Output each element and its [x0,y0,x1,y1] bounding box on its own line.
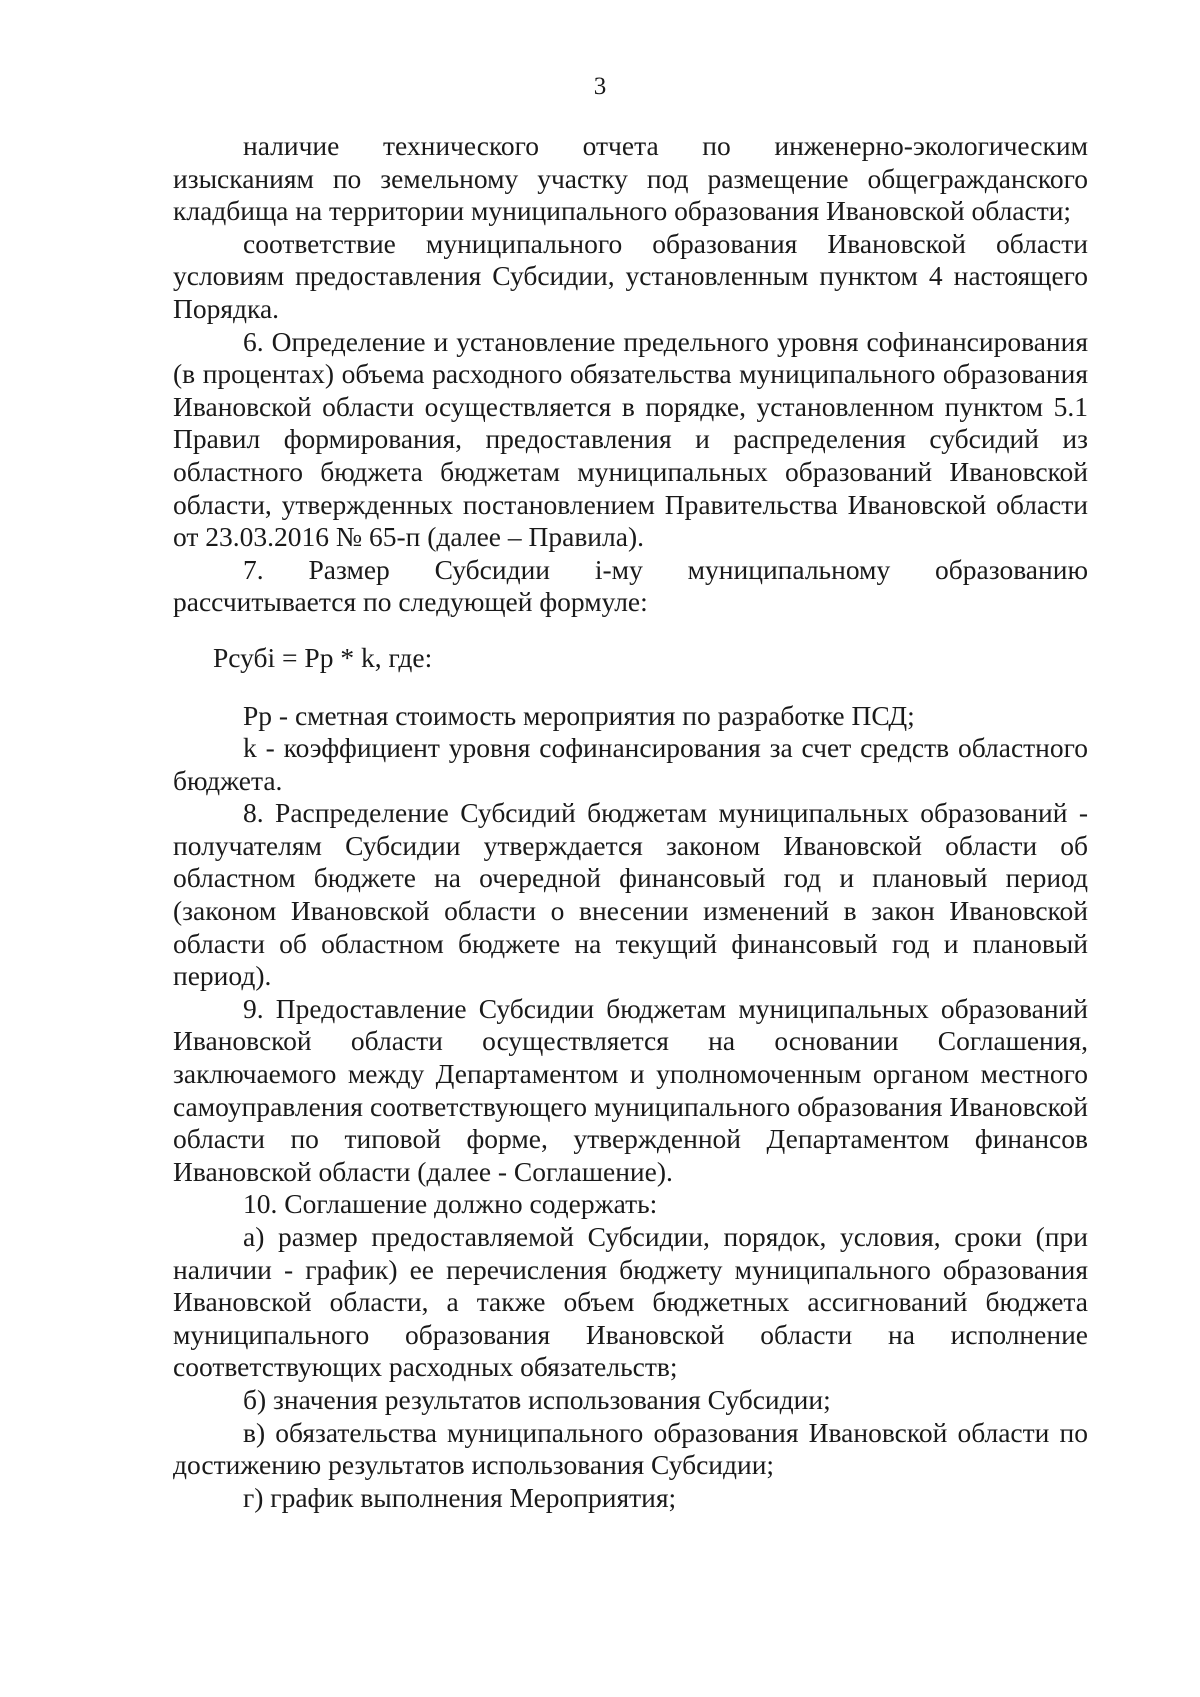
paragraph-subitem-v: в) обязательства муниципального образования Ивановской области по достижению результатов использования Субсидии; [173,1416,1088,1481]
paragraph-subitem-b: б) значения результатов использования Субсидии; [243,1383,831,1415]
paragraph-item-7: 7. Размер Субсидии i-му муниципальному образованию рассчитывается по следующей формуле: [173,553,1088,618]
paragraph-subitem-g: г) график выполнения Мероприятия; [243,1481,677,1513]
subsidy-formula-text: Рсубi = Pp * k, где: [213,641,433,673]
document-body [173,130,1088,1514]
paragraph-item-6: 6. Определение и установление предельного уровня софинансирования (в процентах) объема расходного обязательства муниципального образования Ивановской области осуществляется в порядке, установленном пунктом 5.1 Правил формирования, предоставления и распределения субсидий из областного бюджета бюджетам муниципальных образований Ивановской области, утвержденных постановлением Правительства Ивановской области от 23.03.2016 № 65-п (далее – Правила). [173,325,1088,553]
paragraph-report-requirement: наличие технического отчета по инженерно-экологическим изысканиям по земельному участку под размещение общегражданского кладбища на территории муниципального образования Ивановской области; [173,130,1088,227]
paragraph-item-8: 8. Распределение Субсидий бюджетам муниципальных образований - получателям Субсидии утверждается законом Ивановской области об областном бюджете на очередной финансовый год и плановый период (законом Ивановской области о внесении изменений в закон Ивановской области об областном бюджете на текущий финансовый год и плановый период). [173,797,1088,992]
paragraph-subitem-a: а) размер предоставляемой Субсидии, порядок, условия, сроки (при наличии - график) ее перечисления бюджету муниципального образования Ивановской области, а также объем бюджетных ассигнований бюджета муниципального образования Ивановской области на исполнение соответствующих расходных обязательств; [173,1221,1088,1383]
paragraph-pp-definition: Pp - сметная стоимость мероприятия по разработке ПСД; [243,699,915,731]
paragraph-k-definition: k - коэффициент уровня софинансирования за счет средств областного бюджета. [173,732,1088,796]
paragraph-item-10: 10. Соглашение должно содержать: [243,1188,658,1220]
paragraph-item-9: 9. Предоставление Субсидии бюджетам муниципальных образований Ивановской области осуществляется на основании Соглашения, заключаемого между Департаментом и уполномоченным органом местного самоуправления соответствующего муниципального образования Ивановской области по типовой форме, утвержденной Департаментом финансов Ивановской области (далее - Соглашение). [173,992,1088,1187]
page-number: 3 [593,73,607,100]
subsidy-formula [173,642,1088,675]
paragraph-compliance-conditions: соответствие муниципального образования Ивановской области условиям предоставления Субсидии, установленным пунктом 4 настоящего Порядка. [173,227,1088,324]
